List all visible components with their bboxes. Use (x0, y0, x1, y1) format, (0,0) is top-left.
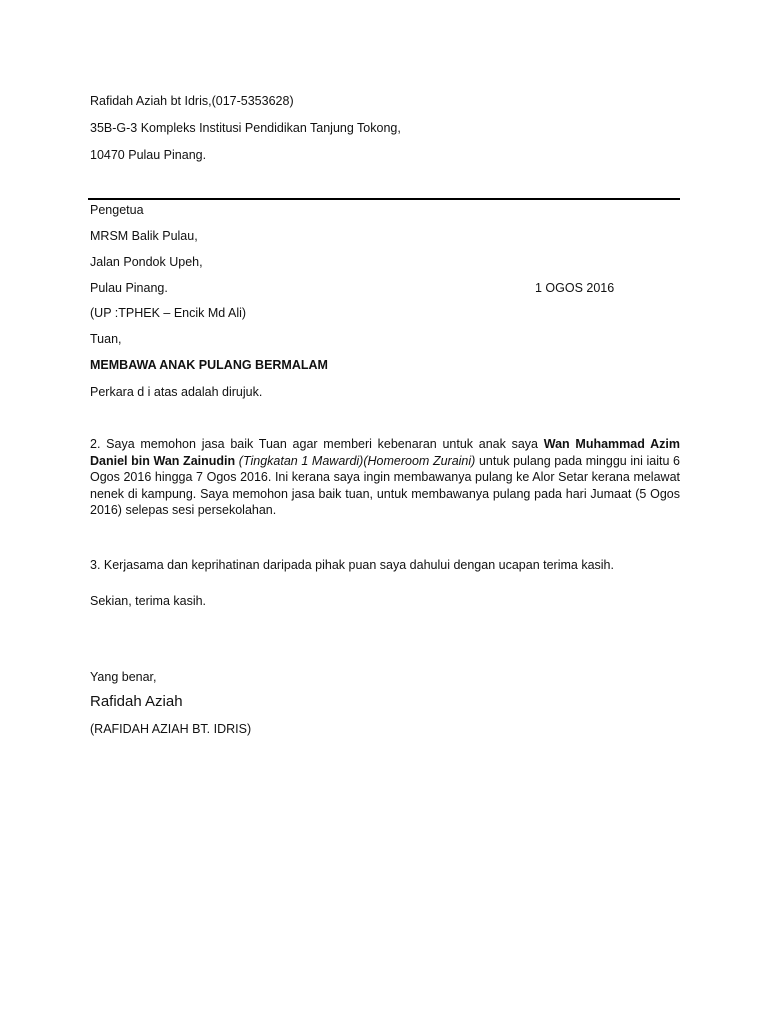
salutation: Tuan, (90, 332, 122, 346)
sender-address-line1: 35B-G-3 Kompleks Institusi Pendidikan Tanjung Tokong, (90, 121, 401, 135)
paragraph-3: 3. Kerjasama dan keprihatinan daripada pihak puan saya dahului dengan ucapan terima kasih. (90, 558, 614, 572)
signer-name: (RAFIDAH AZIAH BT. IDRIS) (90, 722, 252, 736)
closing-line: Sekian, terima kasih. (90, 594, 207, 608)
recipient-title: Pengetua (90, 203, 144, 217)
recipient-attention: (UP :TPHEK – Encik Md Ali) (90, 306, 247, 320)
sender-address-line2: 10470 Pulau Pinang. (90, 148, 207, 162)
header-divider (88, 198, 680, 200)
paragraph-2-text-a: Saya memohon jasa baik Tuan agar memberi kebenaran untuk anak saya (106, 437, 544, 451)
class-info: (Tingkatan 1 Mawardi)(Homeroom Zuraini) (238, 453, 476, 468)
sign-off: Yang benar, (90, 670, 157, 684)
signature: Rafidah Aziah (90, 693, 183, 710)
student-name: Wan Muhammad Azim Daniel bin Wan Zainudin (90, 437, 680, 468)
paragraph-2 (90, 436, 680, 519)
letter-subject: MEMBAWA ANAK PULANG BERMALAM (90, 358, 328, 372)
recipient-school: MRSM Balik Pulau, (90, 229, 198, 243)
paragraph-2-number: 2. (90, 437, 107, 451)
paragraph-2-text-c: untuk pulang pada minggu ini iaitu 6 Ogos 2016 hingga 7 Ogos 2016. Ini kerana saya ingin membawanya pulang ke Alor Setar kerana melawat nenek di kampung. Saya memohon jasa baik tuan, untuk membawanya pulang pada hari Jumaat (5 Ogos 2016) selepas sesi persekolahan. (90, 453, 681, 517)
reference-line: Perkara d i atas adalah dirujuk. (90, 385, 263, 399)
recipient-city: Pulau Pinang. (90, 281, 168, 295)
sender-name-phone: Rafidah Aziah bt Idris,(017-5353628) (90, 94, 294, 108)
recipient-street: Jalan Pondok Upeh, (90, 255, 203, 269)
letter-date: 1 OGOS 2016 (535, 281, 615, 295)
